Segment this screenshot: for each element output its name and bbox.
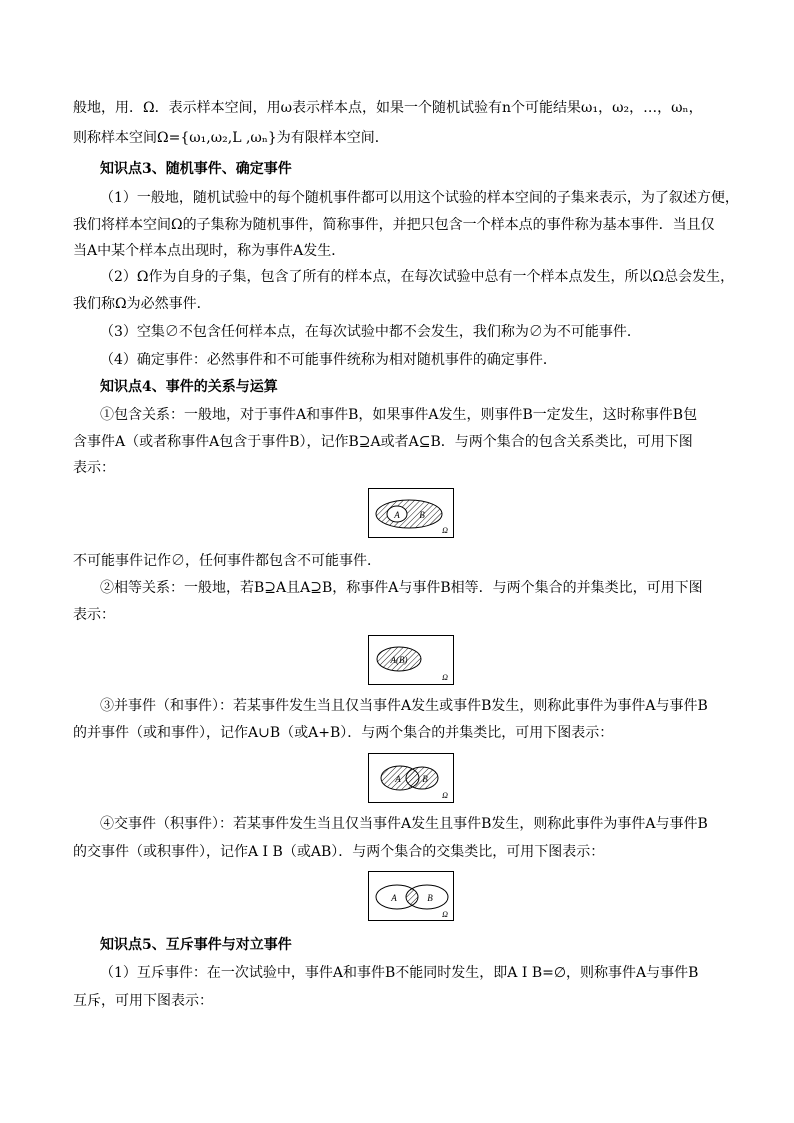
text-line: 含事件A（或者称事件A包含于事件B），记作B⊇A或者A⊆B．与两个集合的包含关系类比，可用下图 (73, 434, 693, 450)
text-line: 的交事件（或积事件），记作A I B（或AB）．与两个集合的交集类比，可用下图表示： (73, 844, 605, 860)
text-line: ①包含关系：一般地，对于事件A和事件B，如果事件A发生，则事件B一定发生，这时称事件B包 (100, 407, 698, 423)
text-line: （3）空集∅不包含任何样本点，在每次试验中都不会发生，我们称为∅为不可能事件． (100, 324, 641, 340)
venn-diagram-equal (368, 635, 454, 685)
venn-diagram-union (368, 753, 454, 803)
text-line: （1）互斥事件：在一次试验中，事件A和事件B不能同时发生，即A I B=∅，则称事件A与事件B (100, 965, 699, 981)
text-line: 当A中某个样本点出现时，称为事件A发生． (73, 243, 346, 259)
text-line: 互斥，可用下图表示： (73, 993, 213, 1009)
venn-diagram-intersection (368, 871, 454, 921)
text-line: 我们称Ω为必然事件． (73, 296, 211, 312)
text-line: 我们将样本空间Ω的子集称为随机事件，简称事件，并把只包含一个样本点的事件称为基本事件．当且仅 (73, 217, 715, 233)
set-label-a: A (395, 774, 401, 784)
section-heading-4: 知识点4、事件的关系与运算 (100, 379, 278, 395)
text-line: 表示： (73, 460, 115, 476)
section-heading-5: 知识点5、互斥事件与对立事件 (100, 937, 292, 953)
section-heading-3: 知识点3、随机事件、确定事件 (100, 161, 292, 177)
omega-label: Ω (442, 673, 448, 682)
text-line: 般地，用．Ω．表示样本空间，用ω表示样本点，如果一个随机试验有n个可能结果ω₁，ω₂，…，ωₙ， (73, 100, 703, 116)
text-line: ②相等关系：一般地，若B⊇A且A⊇B，称事件A与事件B相等．与两个集合的并集类比，可用下图 (100, 580, 703, 596)
text-line: 表示： (73, 607, 115, 623)
venn-diagram-subset (368, 488, 454, 538)
text-line: 则称样本空间Ω={ω₁,ω₂,L ,ωₙ}为有限样本空间． (73, 130, 389, 146)
text-line: ④交事件（积事件）：若某事件发生当且仅当事件A发生且事件B发生，则称此事件为事件A与事件B (100, 816, 708, 832)
omega-label: Ω (442, 910, 448, 919)
text-line: 不可能事件记作∅，任何事件都包含不可能事件． (73, 553, 381, 569)
text-line: （1）一般地，随机试验中的每个随机事件都可以用这个试验的样本空间的子集来表示，为了叙述方便， (100, 190, 739, 206)
set-label-b: B (427, 893, 433, 903)
set-label-b: B (419, 510, 425, 520)
omega-label: Ω (442, 791, 448, 800)
set-label-b: B (422, 774, 428, 784)
omega-label: Ω (442, 526, 448, 535)
set-label-a: A (391, 893, 397, 903)
text-line: （2）Ω作为自身的子集，包含了所有的样本点，在每次试验中总有一个样本点发生，所以Ω总会发生， (100, 269, 735, 285)
set-label-a: A (394, 510, 400, 520)
text-line: ③并事件（和事件）：若某事件发生当且仅当事件A发生或事件B发生，则称此事件为事件A与事件B (100, 698, 708, 714)
text-line: （4）确定事件：必然事件和不可能事件统称为相对随机事件的确定事件． (100, 352, 557, 368)
set-label-ab: A(B) (390, 655, 408, 665)
text-line: 的并事件（或和事件），记作A∪B（或A+B）．与两个集合的并集类比，可用下图表示： (73, 725, 614, 741)
